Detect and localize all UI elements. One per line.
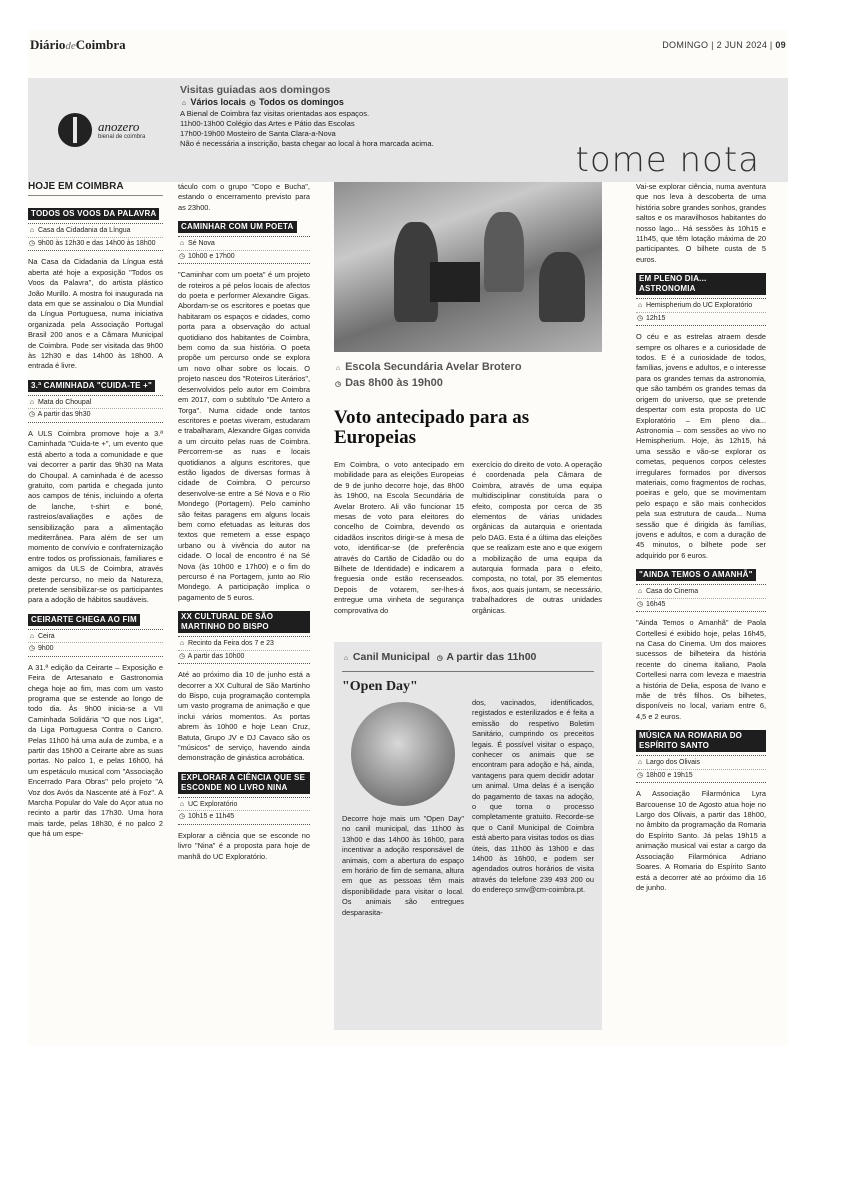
event-tag: CEIRARTE CHEGA AO FIM	[28, 614, 140, 626]
event-meta: ⌂ Hemispherium do UC Exploratório ◷ 12h15	[636, 298, 766, 326]
clock-icon: ◷	[249, 100, 256, 107]
open-day-body	[342, 698, 594, 922]
event-text: A Associação Filarmónica Lyra Barcouense 10 de Agosto atua hoje no Largo dos Olivais, a partir das 18h00, no âmbito da programação da Romaria do Espírito Santo. Já pelas 19h15 a animação musical vai estar a cargo da Associação Filarmónica Adriano Soares. A Romaria do Espírito Santo está a decorrer até ao próximo dia 16 de junho.	[636, 789, 766, 892]
anozero-mark-icon	[58, 113, 92, 147]
guided-visits-title: Visitas guiadas aos domingos	[180, 84, 331, 96]
clock-icon: ◷	[436, 655, 443, 663]
house-icon: ⌂	[181, 100, 187, 107]
clock-icon: ◷	[178, 813, 186, 821]
event-text: táculo com o grupo "Copo e Bucha", estando o encerramento previsto para as 23h00.	[178, 182, 310, 212]
guided-visits-subtitle: ⌂ Vários locais ◷ Todos os domingos	[181, 97, 344, 107]
banner-box	[28, 78, 788, 182]
event-meta: ⌂ Casa do Cinema ◷ 16h45	[636, 584, 766, 612]
event-tag: "AINDA TEMOS O AMANHÃ"	[636, 569, 756, 581]
clock-icon: ◷	[178, 252, 186, 260]
event-text: A 31.ª edição da Ceirarte – Exposição e Feira de Artesanato e Gastronomia chega hoje ao fim, mas com um vasto programa que se estende ao longo de todo dia. Às 9h00 inicia-se a VII Caminhada Solidária "O que nos Liga", da Liga Portuguesa Contra o Cancro. Pelas 11h00 há uma aula de zumba, e a partir das 15h00 a Ceirarte abre as suas portas. No palco 1, e pelas 16h00, há um espetáculo musical com "Associação Encerrado Para Obras" pelo projeto "A Voz dos Avós da Nascente até à Foz". A Marcha Popular do Vale do Açor atua no recinto a partir das 17h30. Uma hora mais tarde, pelas 18h30, é no palco 2 que há um espe-	[28, 662, 163, 839]
house-icon: ⌂	[335, 365, 341, 372]
event-text: Até ao próximo dia 10 de junho está a decorrer a XX Cultural de São Martinho do Bispo, cuja programação contempla um vasto programa de animação e que inclui vários momentos. As portas abrem às 10h00 e hoje Lean Cruz, Batuta, Grupo JV e DJ Cavaco são os "músicos" de serviço, havendo ainda demonstração de ginástica acrobática.	[178, 670, 310, 763]
clock-icon: ◷	[636, 314, 644, 322]
event-meta: ⌂ Ceira ◷ 9h00	[28, 629, 163, 657]
event-tag: EXPLORAR A CIÊNCIA QUE SE ESCONDE NO LIVRO NINA	[178, 772, 310, 794]
clock-icon: ◷	[178, 652, 186, 660]
page-number: 09	[775, 40, 786, 50]
event-text: Explorar a ciência que se esconde no livro "Nina" é a proposta para hoje de manhã do UC Exploratório.	[178, 830, 310, 861]
anozero-logo: anozero bienal de coimbra	[58, 113, 145, 147]
dateline: DOMINGO | 2 JUN 2024 | 09	[662, 40, 786, 50]
person-figure	[539, 252, 585, 322]
event-text: "Caminhar com um poeta" é um projeto de roteiros a pé pelos locais de afectos do poeta e performer Alexandre Gigas. Abordam-se os escritores e poetas que habitaram os espaços e cidades, como porta para a observação do actual quotidiano dos habitantes de Coimbra, bem como da sua história. O poeta propõe um percurso onde se explora um novo olhar sobre os locais. O projeto nasceu dos "Roteiros Literários", desenvolvidos pelo autor em Coimbra em 2017, com o subtítulo "De Antero a Torga". Numa cidade onde tantos escritores e poetas viveram, estudaram e trabalharam, Alexandre Gigas convida a um circuito pelas ruas de Coimbra. Percorrem-se as ruas e locais quotidianos a alguns escritores, que estão ligados de diversas formas à cidade de Coimbra. O percurso desenvolve-se entre a Sé Nova e o Rio Mondego (Portagem). Pelo caminho são feitas paragens em alguns locais bem como efetuadas as leituras dos textos que remetem a esse espaço urbano ou à vivência do autor na cidade. O local de encontro é na Sé Nova (às 10h00 e 17h00) e o fim do percurso é na Portagem, junto ao Rio Mondego. A participação implica o pagamento de 5 euros.	[178, 270, 310, 602]
clock-icon: ◷	[636, 771, 644, 779]
house-icon: ⌂	[29, 398, 35, 406]
event-meta: ⌂ UC Exploratório ◷ 10h15 e 11h45	[178, 797, 310, 825]
clock-icon: ◷	[636, 600, 644, 608]
event-tag: XX CULTURAL DE SÃO MARTINHO DO BISPO	[178, 611, 310, 633]
column-4	[636, 182, 766, 897]
masthead	[30, 36, 786, 54]
house-icon: ⌂	[29, 227, 35, 235]
article-title: Voto antecipado para as Europeias	[334, 407, 530, 448]
house-icon: ⌂	[637, 588, 643, 596]
open-day-header: ⌂ Canil Municipal ◷ A partir das 11h00	[342, 652, 594, 671]
open-day-text: dos, vacinados, identificados, registados e esterilizados e é feita a emissão do respetivo Boletim Sanitário, cumprindo os preceitos legais. É possível visitar o espaço, conhecer os animais que se encontram para adoção e há, ainda, vantagens para quem decidir adotar um animal. Uma delas é a isenção do pagamento de taxas na adoção, o que torna o processo completamente gratuito. Recorde-se que o Canil Municipal de Coimbra está aberto para visitas todos os dias úteis, das 11h00 às 13h00 e das 14h00 às 16h00, e podem ser agendados outros horários de visita através do telefone 239 493 200 ou do endereço smv@cm-coimbra.pt.	[472, 697, 595, 895]
event-meta: ⌂ Sé Nova ◷ 10h00 e 17h00	[178, 236, 310, 264]
person-figure	[484, 212, 524, 292]
event-text: O céu e as estrelas atraem desde sempre os olhares e a curiosidade de todos. E é a curiosidade de todos, famílias, jovens e adultos, e o interesse para os grandes temas da astronomia, que são também os grandes temas da origem do universo, que se pretende despertar com esta proposta do UC Exploratório – Em pleno dia... Astronomia – com sessões ao vivo no Hemispherium. Hoje, às 12h15, há uma sessão e vão-se explorar os cometas, pequenos corpos celestes irregulares formados por diversos materiais, como fragmentos de rochas, poeiras e gelo, que se movimentam pelo espaço e são mais conhecidos pela sua estrutura de cauda... Numa sessão que é dirigida às famílias, jovens e adultos, e com a duração de 45 minutos, o bilhete pode ser adquirido por 6 euros.	[636, 332, 766, 560]
house-icon: ⌂	[29, 632, 35, 640]
event-tag: 3.ª CAMINHADA "CUIDA-TE +"	[28, 380, 155, 392]
event-text: A ULS Coimbra promove hoje a 3.ª Caminhada "Cuida-te +", um evento que está aberto a toda a comunidade e que vai decorrer a partir das 9h30 na Mata do Choupal. A caminhada é de acesso gratuito, com partida e chegada junto aos campos de ténis, incluindo a oferta de lanche, t-shirt e boné, rastreios/avaliações e ações de sensibilização para a alimentação mediterrânea. Para além de ser um momento de convívio e confraternização entre todos os profissionais, familiares e amigos da ULS de Coimbra, através deste percurso, no meio da Natureza, pretende sensibilizar-se os participantes para a adoção de hábitos saudáveis.	[28, 428, 163, 605]
dateline-date: 2 JUN 2024	[716, 40, 768, 50]
house-icon: ⌂	[179, 800, 185, 808]
clock-icon: ◷	[28, 239, 36, 247]
open-day-title: "Open Day"	[342, 678, 418, 694]
house-icon: ⌂	[637, 302, 643, 310]
open-day-box	[334, 642, 602, 1030]
voting-photo	[334, 182, 602, 352]
event-tag: CAMINHAR COM UM POETA	[178, 221, 297, 233]
column-3	[334, 182, 602, 1030]
newspaper-logo: DiáriodeCoimbra	[30, 37, 126, 52]
event-meta: ⌂ Largo dos Olivais ◷ 18h00 e 19h15	[636, 755, 766, 783]
article-text: exercício do direito de voto. A operação é coordenada pela Câmara de Coimbra, através de uma equipa multidisciplinar constituída para o efeito, composta por cerca de 35 elementos de várias unidades orgânicas da autarquia e orientada pelo DAG. Esta é a última das eleições que se realizam este ano e que exigem a mobilização de uma equipa da autarquia formada para o efeito, composta, no total, por 35 elementos fixos, aos quais juntam, se necessário, trabalhadores de outras unidades orgânicas.	[472, 460, 602, 615]
clock-icon: ◷	[28, 411, 36, 419]
event-text: "Ainda Temos o Amanhã" de Paola Cortellesi é exibido hoje, pelas 16h45, na Casa do Cinema. Um dos maiores sucessos de bilheteira da história recente do cinema italiano, Paola Cortellesi narra com leveza e maestria a história de Delia, esposa de Ivano e mãe de três filhos. Os bilhetes, disponíveis no local, variam entre 6, 4,5 e 2 euros.	[636, 618, 766, 721]
event-meta: ⌂ Mata do Choupal ◷ A partir das 9h30	[28, 395, 163, 423]
article-body	[334, 460, 602, 620]
guided-visits-box: Visitas guiadas aos domingos ⌂ Vários locais ◷ Todos os domingos A Bienal de Coimbra faz visitas orientadas aos espaços. 11h00-13h00 Colégio das Artes e Pátio das Escolas 17h00-19h00 Mosteiro de Santa Clara-a-Nova Não é necessária a inscrição, basta chegar ao local à hora marcada acima.	[180, 84, 510, 149]
house-icon: ⌂	[179, 640, 185, 648]
open-day-text: Decorre hoje mais um "Open Day" no canil municipal, das 11h00 às 13h00 e das 14h00 às 16h00, para incentivar a adoção responsável de animais, com a abertura do espaço em horário de fim de semana, altura em que as pessoas têm mais disponibilidade para visitar o local. Os animais são entregues desparasita-	[342, 813, 464, 917]
event-meta: ⌂ Casa da Cidadania da Língua ◷ 9h00 às 12h30 e das 14h00 às 18h00	[28, 223, 163, 251]
event-text: Vai-se explorar ciência, numa aventura que nos leva à descoberta de uma história sobre grandes sonhos, grandes saltos e os maravilhosos habitantes do nosso lago... Há sessões às 10h15 e 11h45, que têm lotação máxima de 20 participantes. O bilhete custa de 5 euros.	[636, 182, 766, 264]
event-tag: MÚSICA NA ROMARIA DO ESPÍRITO SANTO	[636, 730, 766, 752]
event-tag: TODOS OS VOOS DA PALAVRA	[28, 208, 159, 220]
house-icon: ⌂	[179, 240, 185, 248]
section-title: tome nota	[575, 140, 760, 180]
column-2	[178, 182, 310, 866]
event-text: Na Casa da Cidadania da Língua está aberta até hoje a exposição "Todos os Voos da Palavra", do artista plástico João Murillo. A mostra foi inaugurada na data em que se assinalou o Dia Mundial da Língua Portuguesa, numa iniciativa organizada pela Associação Portugal Brasil 200 anos e a Câmara Municipal de Coimbra. Pode ser visitada das 9h00 às 12h30 e das 14h00 às 18h00. A entrada é livre.	[28, 257, 163, 371]
event-tag: EM PLENO DIA... ASTRONOMIA	[636, 273, 766, 295]
clock-icon: ◷	[28, 645, 36, 653]
house-icon: ⌂	[343, 655, 349, 663]
photo-caption: ⌂ Escola Secundária Avelar Brotero ◷ Das 8h00 às 19h00	[334, 360, 602, 392]
ballot-box	[430, 262, 480, 302]
house-icon: ⌂	[637, 759, 643, 767]
article-text: Em Coimbra, o voto antecipado em mobilidade para as eleições Europeias de 9 de junho decorre hoje, das 8h00 às 19h00, na Escola Secundária de Avelar Brotero. Ali vão funcionar 15 mesas de voto para eleitores do concelho de Coimbra, devendo os cidadãos inscritos dirigir-se à mesa de voto, identificar-se (de preferência através do Cartão de Cidadão ou do Bilhete de Identidade) e indicarem a freguesia onde estão recenseados. Depois de votarem, ser-lhes-á entregue uma vinheta de segurança comprovativa do	[334, 460, 464, 615]
newspaper-page	[28, 30, 788, 1046]
kennel-photo	[351, 702, 455, 806]
column-1	[28, 182, 163, 844]
clock-icon: ◷	[334, 381, 342, 388]
event-meta: ⌂ Recinto da Feira dos 7 e 23 ◷ A partir das 10h00	[178, 636, 310, 664]
section-head: HOJE EM COIMBRA	[28, 182, 163, 196]
dateline-day: DOMINGO	[662, 40, 709, 50]
